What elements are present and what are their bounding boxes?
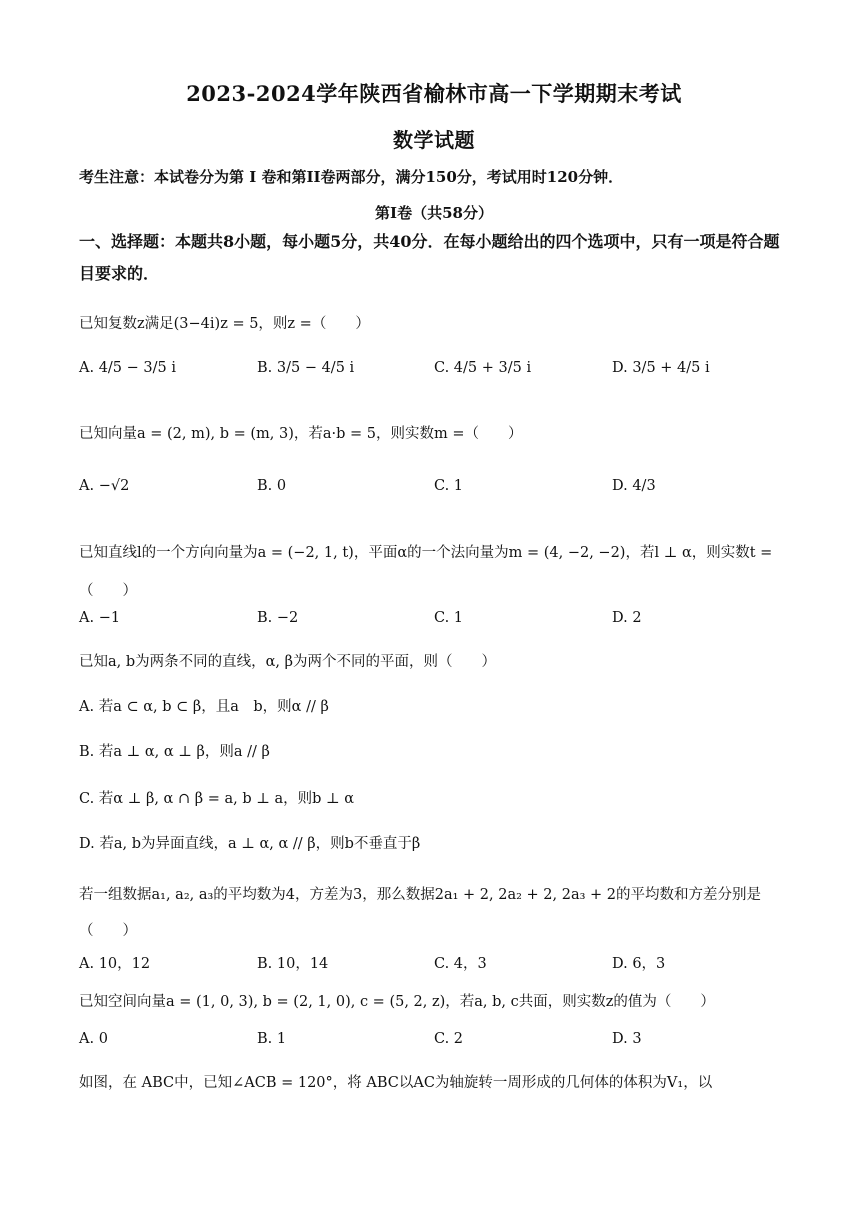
question-2: 已知向量a = (2, m), b = (m, 3)，若a·b = 5，则实数m =（ ） bbox=[79, 426, 523, 442]
q1-option-d: D. 3/5 + 4/5 i bbox=[612, 360, 710, 376]
q6-option-c: C. 2 bbox=[434, 1031, 464, 1047]
q1-option-b: B. 3/5 − 4/5 i bbox=[257, 360, 355, 376]
exam-title: 2023-2024学年陕西省榆林市高一下学期期末考试 bbox=[186, 81, 682, 106]
q6-option-b: B. 1 bbox=[257, 1031, 287, 1047]
q3-option-a: A. −1 bbox=[79, 610, 121, 626]
q4-option-a: A. 若a ⊂ α, b ⊂ β，且a b，则α // β bbox=[79, 699, 329, 715]
q5-option-c: C. 4，3 bbox=[434, 956, 487, 972]
exam-notice: 考生注意：本试卷分为第 I 卷和第II卷两部分，满分150分，考试用时120分钟． bbox=[79, 168, 624, 186]
question-6: 已知空间向量a = (1, 0, 3), b = (2, 1, 0), c = (5, 2, z)，若a, b, c共面，则实数z的值为（ ） bbox=[79, 994, 715, 1010]
q6-option-a: A. 0 bbox=[79, 1031, 108, 1047]
q3-option-b: B. −2 bbox=[257, 610, 299, 626]
q6-option-d: D. 3 bbox=[612, 1031, 642, 1047]
question-1: 已知复数z满足(3−4i)z = 5，则z =（ ） bbox=[79, 316, 370, 332]
question-7: 如图，在 ABC中，已知∠ACB = 120°，将 ABC以AC为轴旋转一周形成的几何体的体积为V₁，以 bbox=[79, 1075, 713, 1091]
q5-option-b: B. 10，14 bbox=[257, 956, 329, 972]
q2-option-c: C. 1 bbox=[434, 478, 464, 494]
section-title: 第Ⅰ卷（共58分） bbox=[375, 204, 493, 222]
q5-option-a: A. 10，12 bbox=[79, 956, 151, 972]
question-5: 若一组数据a₁, a₂, a₃的平均数为4，方差为3，那么数据2a₁ + 2, 2a₂ + 2, 2a₃ + 2的平均数和方差分别是（ ） bbox=[79, 887, 762, 939]
question-3: 已知直线l的一个方向向量为a = (−2, 1, t)，平面α的一个法向量为m = (4, −2, −2)，若l ⊥ α，则实数t =（ ） bbox=[79, 545, 773, 599]
q1-option-a: A. 4/5 − 3/5 i bbox=[79, 360, 176, 376]
subject-title: 数学试题 bbox=[393, 128, 475, 152]
q3-option-d: D. 2 bbox=[612, 610, 642, 626]
q3-option-c: C. 1 bbox=[434, 610, 464, 626]
question-4: 已知a, b为两条不同的直线，α, β为两个不同的平面，则（ ） bbox=[79, 654, 497, 670]
q2-option-d: D. 4/3 bbox=[612, 478, 656, 494]
q4-option-c: C. 若α ⊥ β, α ∩ β = a, b ⊥ a，则b ⊥ α bbox=[79, 791, 355, 807]
part-heading: 一、选择题：本题共8小题，每小题5分，共40分．在每小题给出的四个选项中，只有一项是符合题目要求的． bbox=[79, 232, 780, 283]
q2-option-a: A. −√2 bbox=[79, 478, 130, 494]
q5-option-d: D. 6，3 bbox=[612, 956, 666, 972]
q4-option-d: D. 若a, b为异面直线，a ⊥ α, α // β，则b不垂直于β bbox=[79, 836, 421, 852]
q4-option-b: B. 若a ⊥ α, α ⊥ β，则a // β bbox=[79, 744, 270, 760]
q2-option-b: B. 0 bbox=[257, 478, 287, 494]
q1-option-c: C. 4/5 + 3/5 i bbox=[434, 360, 532, 376]
